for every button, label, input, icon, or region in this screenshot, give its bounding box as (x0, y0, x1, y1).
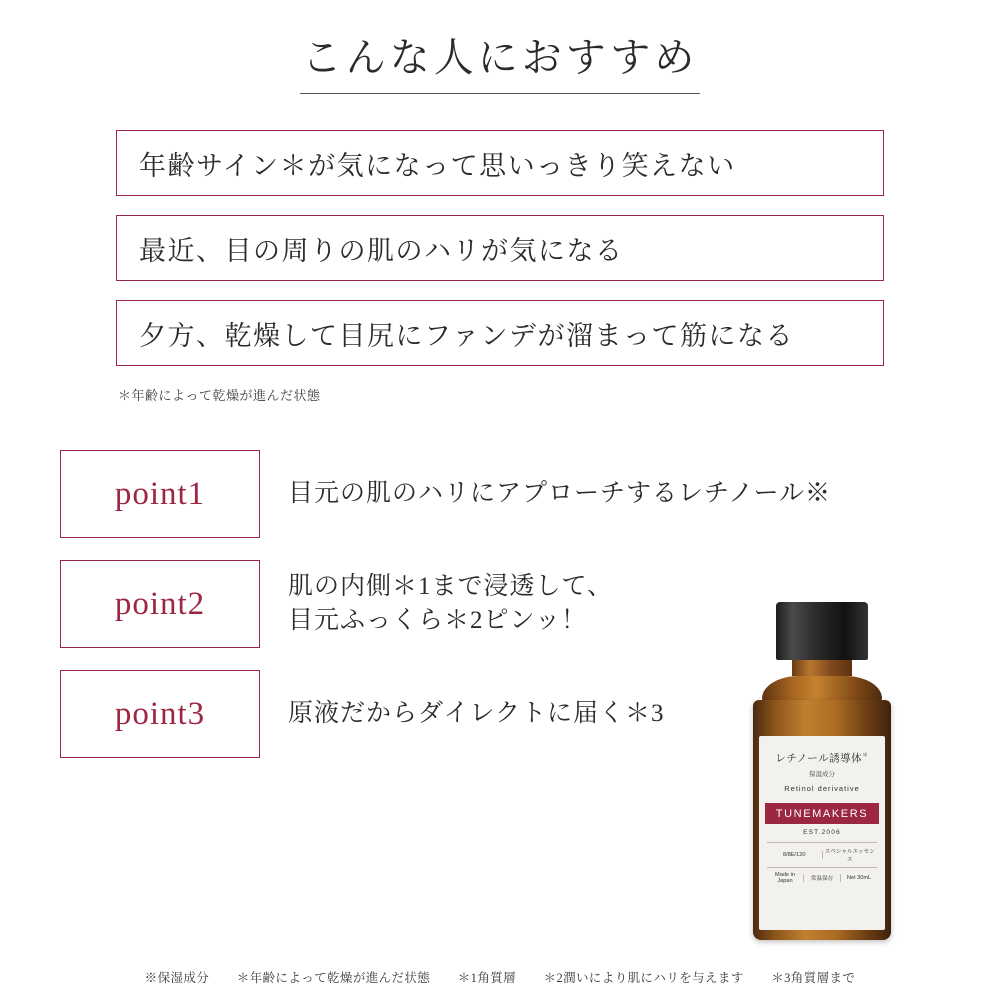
point-badge-label: point2 (114, 585, 206, 622)
label-divider (767, 842, 877, 843)
list-item (116, 215, 884, 281)
product-bottle-image (734, 602, 910, 952)
point-badge-1 (60, 450, 260, 538)
label-divider-2 (767, 867, 877, 868)
list-item (116, 130, 884, 196)
point-badge-label: point1 (114, 475, 206, 512)
point-text-line: 目元の肌のハリにアプローチするレチノール※ (288, 480, 832, 508)
footnote-5: ＊3角質層まで (771, 971, 856, 985)
product-label-jp-text: レチノール誘導体 (775, 753, 863, 765)
footnote-3: ＊1角質層 (457, 971, 517, 985)
point-row-1 (0, 450, 1000, 538)
product-code: 8/8E/120 (783, 851, 806, 858)
list-item (116, 300, 884, 366)
checklist-footnote: ＊年齢によって乾燥が進んだ状態 (118, 388, 321, 403)
product-volume: Net 30mL (846, 874, 872, 881)
footnote-2: ＊年齢によって乾燥が進んだ状態 (236, 971, 431, 985)
points-section (0, 450, 1000, 758)
product-brand: TUNEMAKERS (765, 803, 879, 824)
checklist-item-text: 最近、目の周りの肌のハリが気になる (139, 235, 624, 266)
page-title: こんな人におすすめ (301, 35, 699, 80)
point-text-line: 目元ふっくら＊2ピンッ！ (288, 607, 588, 634)
product-origin: Made in Japan (775, 871, 795, 884)
point-row-3 (0, 670, 1000, 758)
label-row-origin (759, 872, 885, 884)
product-storage: 常温保存 (810, 875, 834, 882)
point-text-2 (288, 570, 613, 638)
point-text-line: 肌の内側＊1まで浸透して、 (288, 573, 614, 601)
product-est: EST.2006 (803, 828, 841, 836)
point-badge-label: point3 (114, 695, 206, 732)
footnote-4: ＊2潤いにより肌にハリを与えます (543, 971, 744, 985)
point-badge-2 (60, 560, 260, 648)
product-label-jp-mark: ＊ (862, 753, 869, 759)
product-label (759, 736, 885, 930)
product-category: スペシャルエッセンス (824, 848, 875, 863)
checklist-item-text: 夕方、乾燥して目尻にファンデが溜まって筋になる (139, 320, 794, 351)
point-text-3 (288, 697, 665, 731)
product-label-en: Retinol derivative (784, 783, 860, 793)
label-row-code (759, 847, 885, 863)
checklist (116, 130, 884, 366)
point-row-2 (0, 560, 1000, 648)
product-label-sub: 保湿成分 (809, 770, 835, 778)
point-text-1 (288, 477, 831, 511)
title-underline (300, 93, 700, 94)
checklist-item-text: 年齢サイン＊が気になって思いっきり笑えない (139, 150, 736, 181)
point-text-line: 原液だからダイレクトに届く＊3 (288, 700, 665, 728)
footnotes (0, 968, 1000, 986)
footnote-1: ※保湿成分 (144, 971, 210, 985)
point-badge-3 (60, 670, 260, 758)
